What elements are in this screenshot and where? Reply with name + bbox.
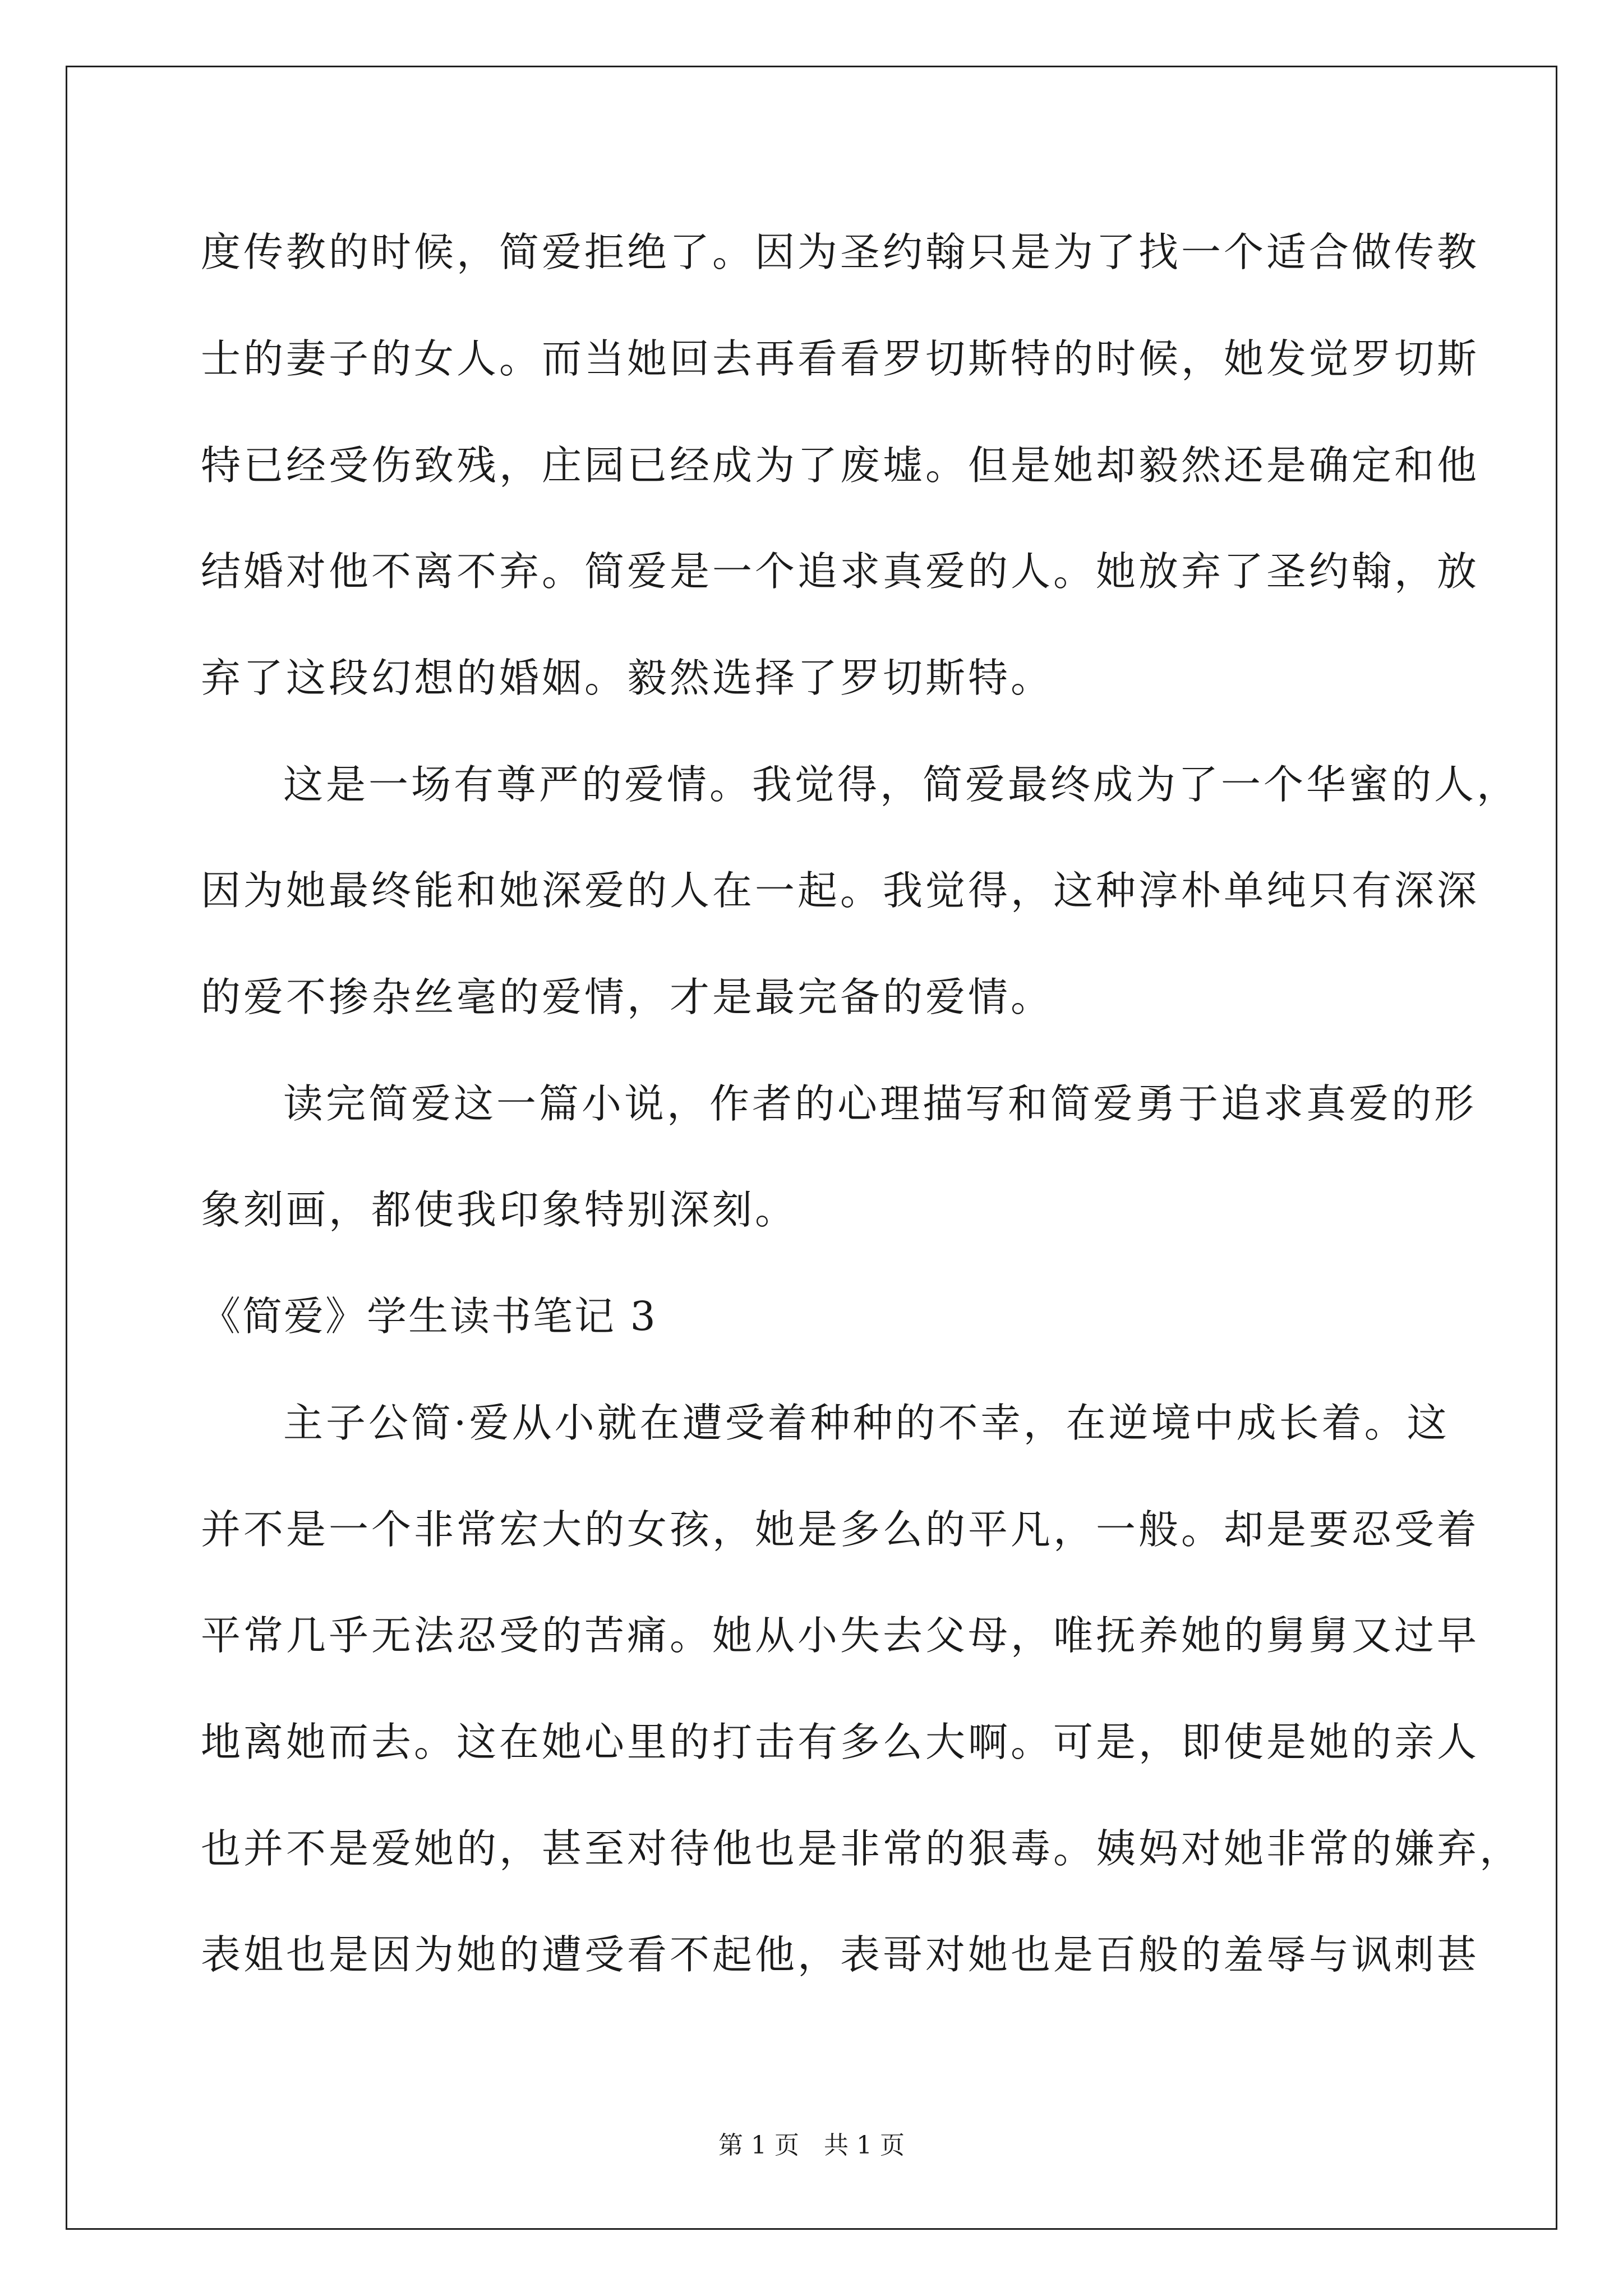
body-text-line: 平常几乎无法忍受的苦痛。她从小失去父母，唯抚养她的舅舅又过早 xyxy=(201,1612,1480,1659)
body-text-line: 结婚对他不离不弃。简爱是一个追求真爱的人。她放弃了圣约翰，放 xyxy=(201,548,1480,595)
body-text-line: 士的妻子的女人。而当她回去再看看罗切斯特的时候，她发觉罗切斯 xyxy=(201,335,1480,382)
body-text-line: 弃了这段幻想的婚姻。毅然选择了罗切斯特。 xyxy=(201,655,1054,701)
body-text-line: 地离她而去。这在她心里的打击有多么大啊。可是，即使是她的亲人 xyxy=(201,1719,1480,1765)
body-text-line: 度传教的时候，简爱拒绝了。因为圣约翰只是为了找一个适合做传教 xyxy=(201,229,1480,275)
body-text-line: 特已经受伤致残，庄园已经成为了废墟。但是她却毅然还是确定和他 xyxy=(201,442,1480,489)
page-number-footer: 第 1 页 共 1 页 xyxy=(718,2131,905,2160)
paragraph-start-line: 主子公简·爱从小就在遭受着种种的不幸，在逆境中成长着。这 xyxy=(283,1400,1450,1446)
paragraph-start-line: 这是一场有尊严的爱情。我觉得，简爱最终成为了一个华蜜的人， xyxy=(283,761,1520,808)
body-text-line: 因为她最终能和她深爱的人在一起。我觉得，这种淳朴单纯只有深深 xyxy=(201,867,1480,914)
body-text-line: 并不是一个非常宏大的女孩，她是多么的平凡，一般。却是要忍受着 xyxy=(201,1506,1480,1553)
body-text-line: 的爱不掺杂丝毫的爱情，才是最完备的爱情。 xyxy=(201,974,1054,1020)
page-border xyxy=(66,66,1557,2230)
section-heading: 《简爱》学生读书笔记 3 xyxy=(201,1293,657,1340)
body-text-line: 也并不是爱她的，甚至对待他也是非常的狠毒。姨妈对她非常的嫌弃， xyxy=(201,1825,1523,1872)
paragraph-start-line: 读完简爱这一篇小说，作者的心理描写和简爱勇于追求真爱的形 xyxy=(283,1080,1477,1127)
body-text-line: 表姐也是因为她的遭受看不起他，表哥对她也是百般的羞辱与讽刺甚 xyxy=(201,1931,1480,1978)
body-text-line: 象刻画，都使我印象特别深刻。 xyxy=(201,1186,798,1233)
